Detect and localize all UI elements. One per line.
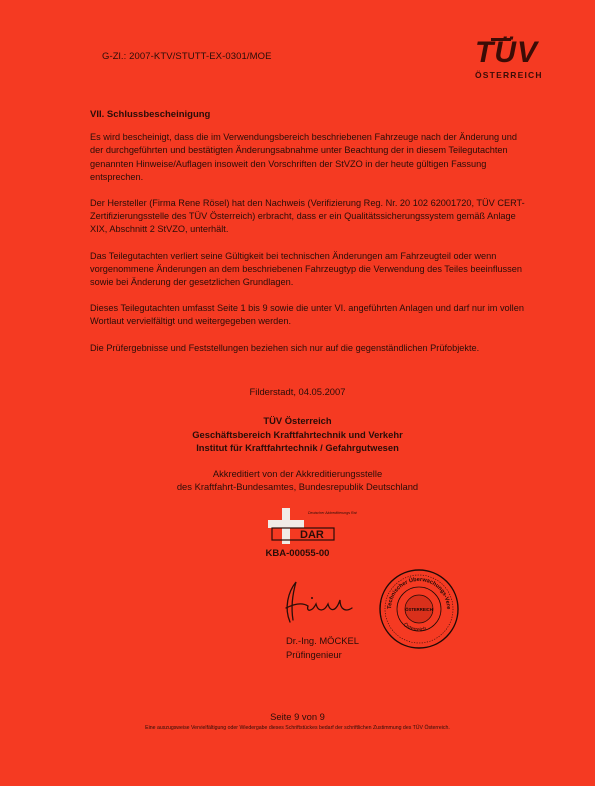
dar-caption: Deutscher Akkreditierungs Rat bbox=[308, 511, 357, 515]
paragraph-manufacturer: Der Hersteller (Firma Rene Rösel) hat den Nachweis (Verifizierung Reg. Nr. 20 102 62001720, TÜV CERT-Zertifizierungsstelle des TÜV Österreich) erbracht, dass er ein Qualitätssicherungssystem gemäß Anlage XIX, Abschnitt 2 StVZO, unterhält. bbox=[90, 198, 525, 235]
reference-number: G-Zl.: 2007-KTV/STUTT-EX-0301/MOE bbox=[102, 51, 272, 62]
official-seal bbox=[378, 568, 460, 650]
place-date: Filderstadt, 04.05.2007 bbox=[249, 386, 346, 397]
dar-logo bbox=[268, 508, 357, 544]
seal-outer-text: Technischer Überwachungs-Vere bbox=[386, 576, 452, 610]
section-title: VII. Schlussbescheinigung bbox=[90, 109, 211, 120]
org-division: Geschäftsbereich Kraftfahrtechnik und Verkehr bbox=[192, 428, 403, 440]
paragraph-scope: Dieses Teilegutachten umfasst Seite 1 bis 9 sowie die unter VI. angeführten Anlagen und darf nur im vollen Wortlaut vervielfältigt und weitergegeben werden. bbox=[90, 303, 524, 327]
page-number: Seite 9 von 9 bbox=[270, 711, 325, 722]
paragraph-validity: Das Teilegutachten verliert seine Gültigkeit bei technischen Änderungen am Fahrzeugteil oder wenn vorgenommene Änderungen an dem beschriebenen Fahrzeugtyp die Verwendung des Teiles beeinflussen sowie bei Änderung der gesetzlichen Grundlagen. bbox=[90, 250, 522, 288]
paragraph-certification: Es wird bescheinigt, dass die im Verwendungsbereich beschriebenen Fahrzeuge nach der Änderung und der durchgeführten und bestätigten Änderungsabnahme unter Beachtung der in diesem Teilegutachten genannten Hinweise/Auflagen insoweit den Vorschriften der StVZO in der heute gültigen Fassung entsprechen. bbox=[90, 132, 517, 182]
handwritten-signature bbox=[276, 578, 366, 623]
accreditation-line-1: Akkreditiert von der Akkreditierungsstelle bbox=[212, 468, 383, 479]
accreditation-line-2: des Kraftfahrt-Bundesamtes, Bundesrepublik Deutschland bbox=[176, 481, 419, 493]
seal-bottom-text: Österreich bbox=[401, 622, 428, 634]
signatory-role: Prüfingenieur bbox=[286, 649, 342, 660]
section-body bbox=[90, 108, 530, 368]
footer-note: Eine auszugsweise Vervielfältigung oder Wiedergabe dieses Schriftstückes bedarf der schriftlichen Zustimmung des TÜV Österreich. bbox=[145, 725, 450, 731]
logo-country: ÖSTERREICH bbox=[475, 70, 543, 80]
org-name: TÜV Österreich bbox=[263, 415, 332, 426]
org-institute: Institut für Kraftfahrtechnik / Gefahrgutwesen bbox=[196, 442, 399, 453]
organization-block bbox=[0, 414, 595, 455]
signatory bbox=[286, 634, 359, 662]
logo-mark: TÜV bbox=[475, 36, 538, 69]
kba-number: KBA-00055-00 bbox=[265, 548, 330, 559]
dar-letters: DAR bbox=[300, 529, 324, 541]
paragraph-results: Die Prüfergebnisse und Feststellungen beziehen sich nur auf die gegenständlichen Prüfobjekte. bbox=[90, 342, 480, 353]
accreditation-text bbox=[0, 467, 595, 493]
tuv-logo bbox=[465, 38, 550, 83]
seal-center-text: ÖSTERREICH bbox=[405, 607, 433, 612]
dar-logo-bar-horizontal bbox=[268, 520, 304, 528]
signatory-name: Dr.-Ing. MÖCKEL bbox=[286, 635, 359, 646]
